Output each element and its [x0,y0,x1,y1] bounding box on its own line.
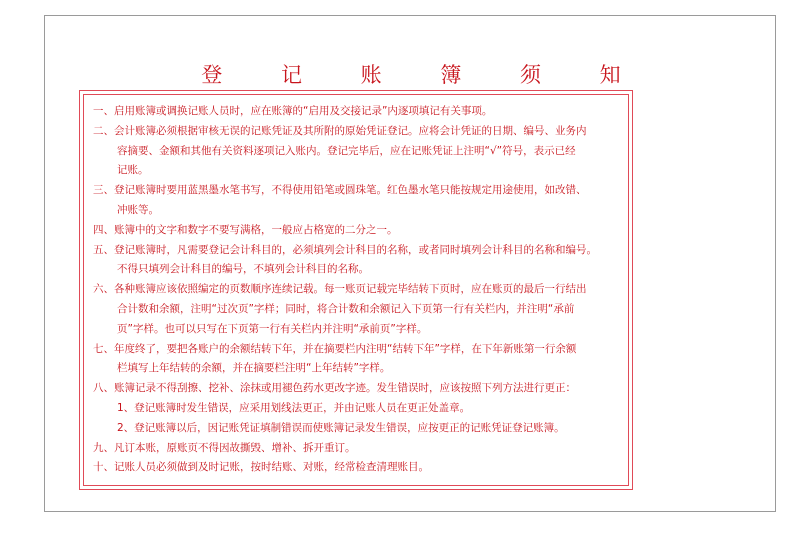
document-sheet [44,15,776,512]
rule-line: 十、记账人员必须做到及时记账，按时结账、对账，经常检查清理账目。 [93,461,429,474]
rule-line: 记账。 [117,164,149,177]
rule-line: 七、年度终了，要把各账户的余额结转下年，并在摘要栏内注明“结转下年”字样，在下年新账第一行余额 [93,342,577,355]
rule-line: 栏填写上年结转的余额，并在摘要栏注明“上年结转”字样。 [117,362,391,375]
rule-line: 四、账簿中的文字和数字不要写满格，一般应占格宽的二分之一。 [93,223,398,236]
rule-line: 九、凡订本账，原账页不得因故撕毁、增补、拆开重订。 [93,441,356,454]
page-title: 登 记 账 簿 须 知 [201,63,647,87]
rule-line: 三、登记账簿时要用蓝黑墨水笔书写，不得使用铅笔或圆珠笔。红色墨水笔只能按规定用途使用，如改错、 [93,184,587,197]
rule-line: 六、各种账簿应该依照编定的页数顺序连续记载。每一账页记载完毕结转下页时，应在账页的最后一行结出 [93,283,587,296]
rule-line: 容摘要、金额和其他有关资料逐项记入账内。登记完毕后，应在记账凭证上注明“√”符号，表示已经 [117,144,576,157]
rule-line: 八、账簿记录不得刮擦、挖补、涂抹或用褪色药水更改字迹。发生错误时，应该按照下列方法进行更正： [93,382,576,395]
rule-line: 页”字样。也可以只写在下页第一行有关栏内并注明“承前页”字样。 [117,322,428,335]
rule-line: 二、会计账簿必须根据审核无误的记账凭证及其所附的原始凭证登记。应将会计凭证的日期、编号、业务内 [93,124,587,137]
rule-line: 不得只填列会计科目的编号，不填列会计科目的名称。 [117,263,369,276]
rule-line: 五、登记账簿时，凡需要登记会计科目的，必须填列会计科目的名称，或者同时填列会计科目的名称和编号。 [93,243,597,256]
rules-list [93,102,623,478]
rule-line: 冲账等。 [117,203,159,216]
rule-line: 2、登记账簿以后，因记账凭证填制错误而使账簿记录发生错误，应按更正的记账凭证登记账簿。 [117,421,565,434]
rule-line: 一、启用账簿或调换记账人员时，应在账簿的“启用及交接记录”内逐项填记有关事项。 [93,105,493,117]
rule-line: 合计数和余额，注明“过次页”字样；同时，将合计数和余额记入下页第一行有关栏内，并注明“承前 [117,302,575,315]
rule-line: 1、登记账簿时发生错误，应采用划线法更正，并由记账人员在更正处盖章。 [117,401,471,414]
